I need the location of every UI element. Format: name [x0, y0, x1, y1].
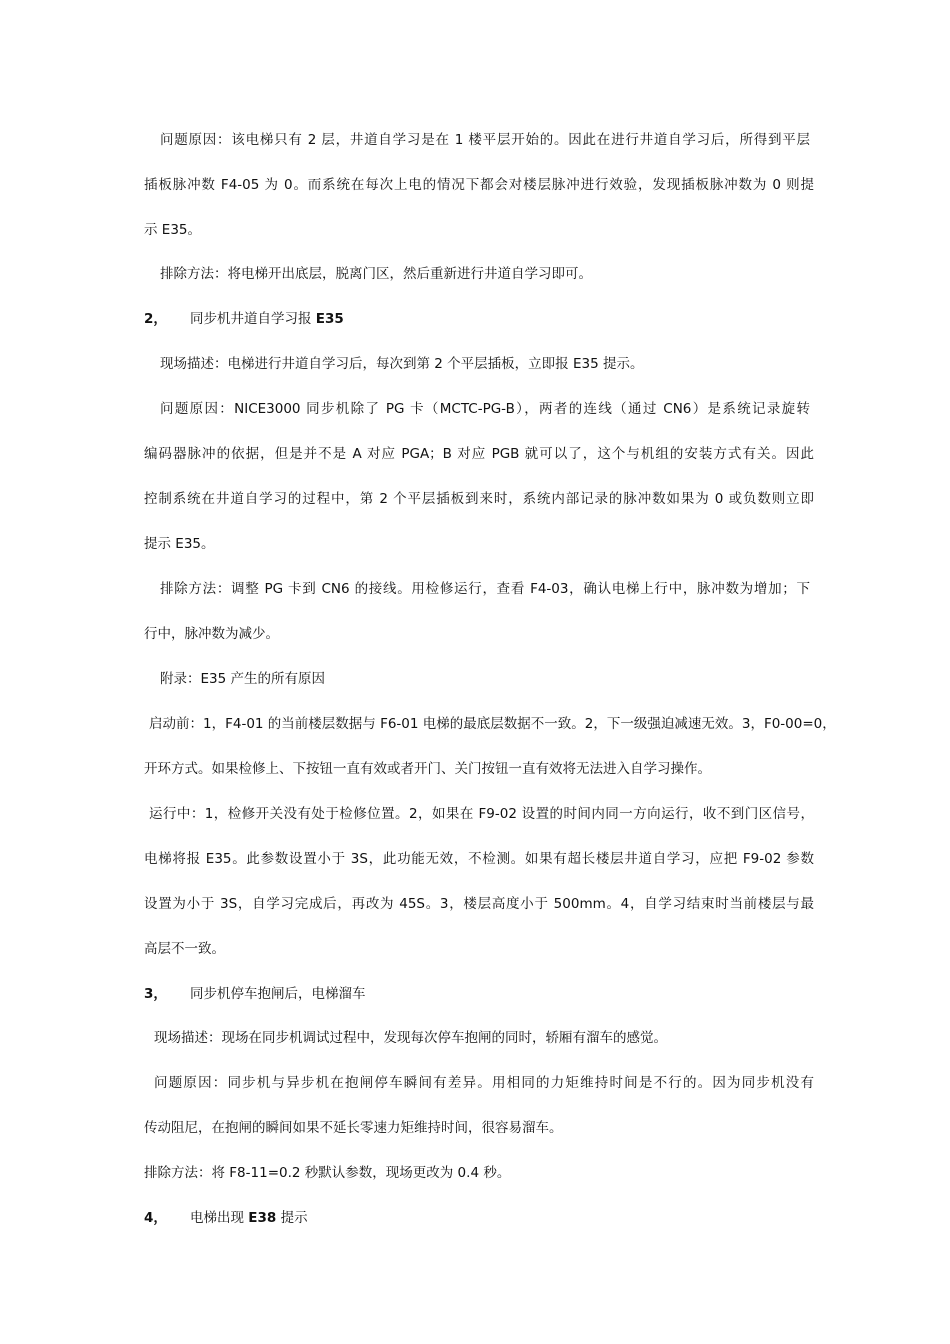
heading-text: 同步机停车抱闸后，电梯溜车 — [190, 986, 366, 1002]
fix-line-2: 行中，脉冲数为减少。 — [144, 626, 279, 642]
cause-line-2: 插板脉冲数 F4-05 为 0。而系统在每次上电的情况下都会对楼层脉冲进行效验，发现插板脉冲数为 0 则提 — [144, 177, 814, 193]
heading-code: E35 — [315, 311, 344, 327]
cause-line-1: 问题原因：该电梯只有 2 层，井道自学习是在 1 楼平层开始的。因此在进行井道自学习后，所得到平层 — [160, 132, 810, 148]
running-line-2: 电梯将报 E35。此参数设置小于 3S，此功能无效，不检测。如果有超长楼层井道自学习，应把 F9-02 参数 — [144, 851, 814, 867]
heading-number: 4， — [144, 1210, 167, 1226]
fix-line-1: 排除方法：调整 PG 卡到 CN6 的接线。用检修运行，查看 F4-03，确认电梯上行中，脉冲数为增加；下 — [160, 581, 810, 597]
heading-number: 2， — [144, 311, 167, 327]
cause-line-1: 问题原因：同步机与异步机在抱闸停车瞬间有差异。用相同的力矩维持时间是不行的。因为同步机没有 — [154, 1075, 814, 1091]
scene-description: 现场描述：电梯进行井道自学习后，每次到第 2 个平层插板，立即报 E35 提示。 — [160, 356, 644, 372]
running-line-1: 运行中：1，检修开关没有处于检修位置。2，如果在 F9-02 设置的时间内同一方向运行，收不到门区信号， — [149, 806, 814, 822]
cause-line-4: 提示 E35。 — [144, 536, 215, 552]
heading-tail: 提示 — [276, 1210, 308, 1226]
cause-line-3: 控制系统在井道自学习的过程中，第 2 个平层插板到来时，系统内部记录的脉冲数如果为 0 或负数则立即 — [144, 491, 814, 507]
before-start-line-1: 启动前：1，F4-01 的当前楼层数据与 F6-01 电梯的最底层数据不一致。2，下一级强迫减速无效。3，F0-00=0， — [149, 716, 836, 732]
section-heading-4 — [144, 1208, 308, 1228]
running-line-3: 设置为小于 3S，自学习完成后，再改为 45S。3，楼层高度小于 500mm。4，自学习结束时当前楼层与最 — [144, 896, 814, 912]
heading-text: 同步机井道自学习报 — [190, 311, 316, 327]
cause-line-3: 示 E35。 — [144, 222, 201, 238]
heading-text: 电梯出现 — [190, 1210, 249, 1226]
running-line-4: 高层不一致。 — [144, 941, 225, 957]
scene-description: 现场描述：现场在同步机调试过程中，发现每次停车抱闸的同时，轿厢有溜车的感觉。 — [154, 1030, 667, 1046]
heading-number: 3， — [144, 986, 167, 1002]
fix-line: 排除方法：将 F8-11=0.2 秒默认参数，现场更改为 0.4 秒。 — [144, 1165, 511, 1181]
heading-code: E38 — [248, 1210, 277, 1226]
cause-line-1: 问题原因：NICE3000 同步机除了 PG 卡（MCTC-PG-B），两者的连线（通过 CN6）是系统记录旋转 — [160, 401, 810, 417]
section-heading-2 — [144, 309, 344, 329]
section-heading-3 — [144, 984, 366, 1004]
fix-line: 排除方法：将电梯开出底层，脱离门区，然后重新进行井道自学习即可。 — [160, 266, 592, 282]
appendix-title: 附录：E35 产生的所有原因 — [160, 671, 325, 687]
cause-line-2: 传动阻尼，在抱闸的瞬间如果不延长零速力矩维持时间，很容易溜车。 — [144, 1120, 563, 1136]
cause-line-2: 编码器脉冲的依据，但是并不是 A 对应 PGA；B 对应 PGB 就可以了，这个与机组的安装方式有关。因此 — [144, 446, 814, 462]
before-start-line-2: 开环方式。如果检修上、下按钮一直有效或者开门、关门按钮一直有效将无法进入自学习操作。 — [144, 761, 711, 777]
